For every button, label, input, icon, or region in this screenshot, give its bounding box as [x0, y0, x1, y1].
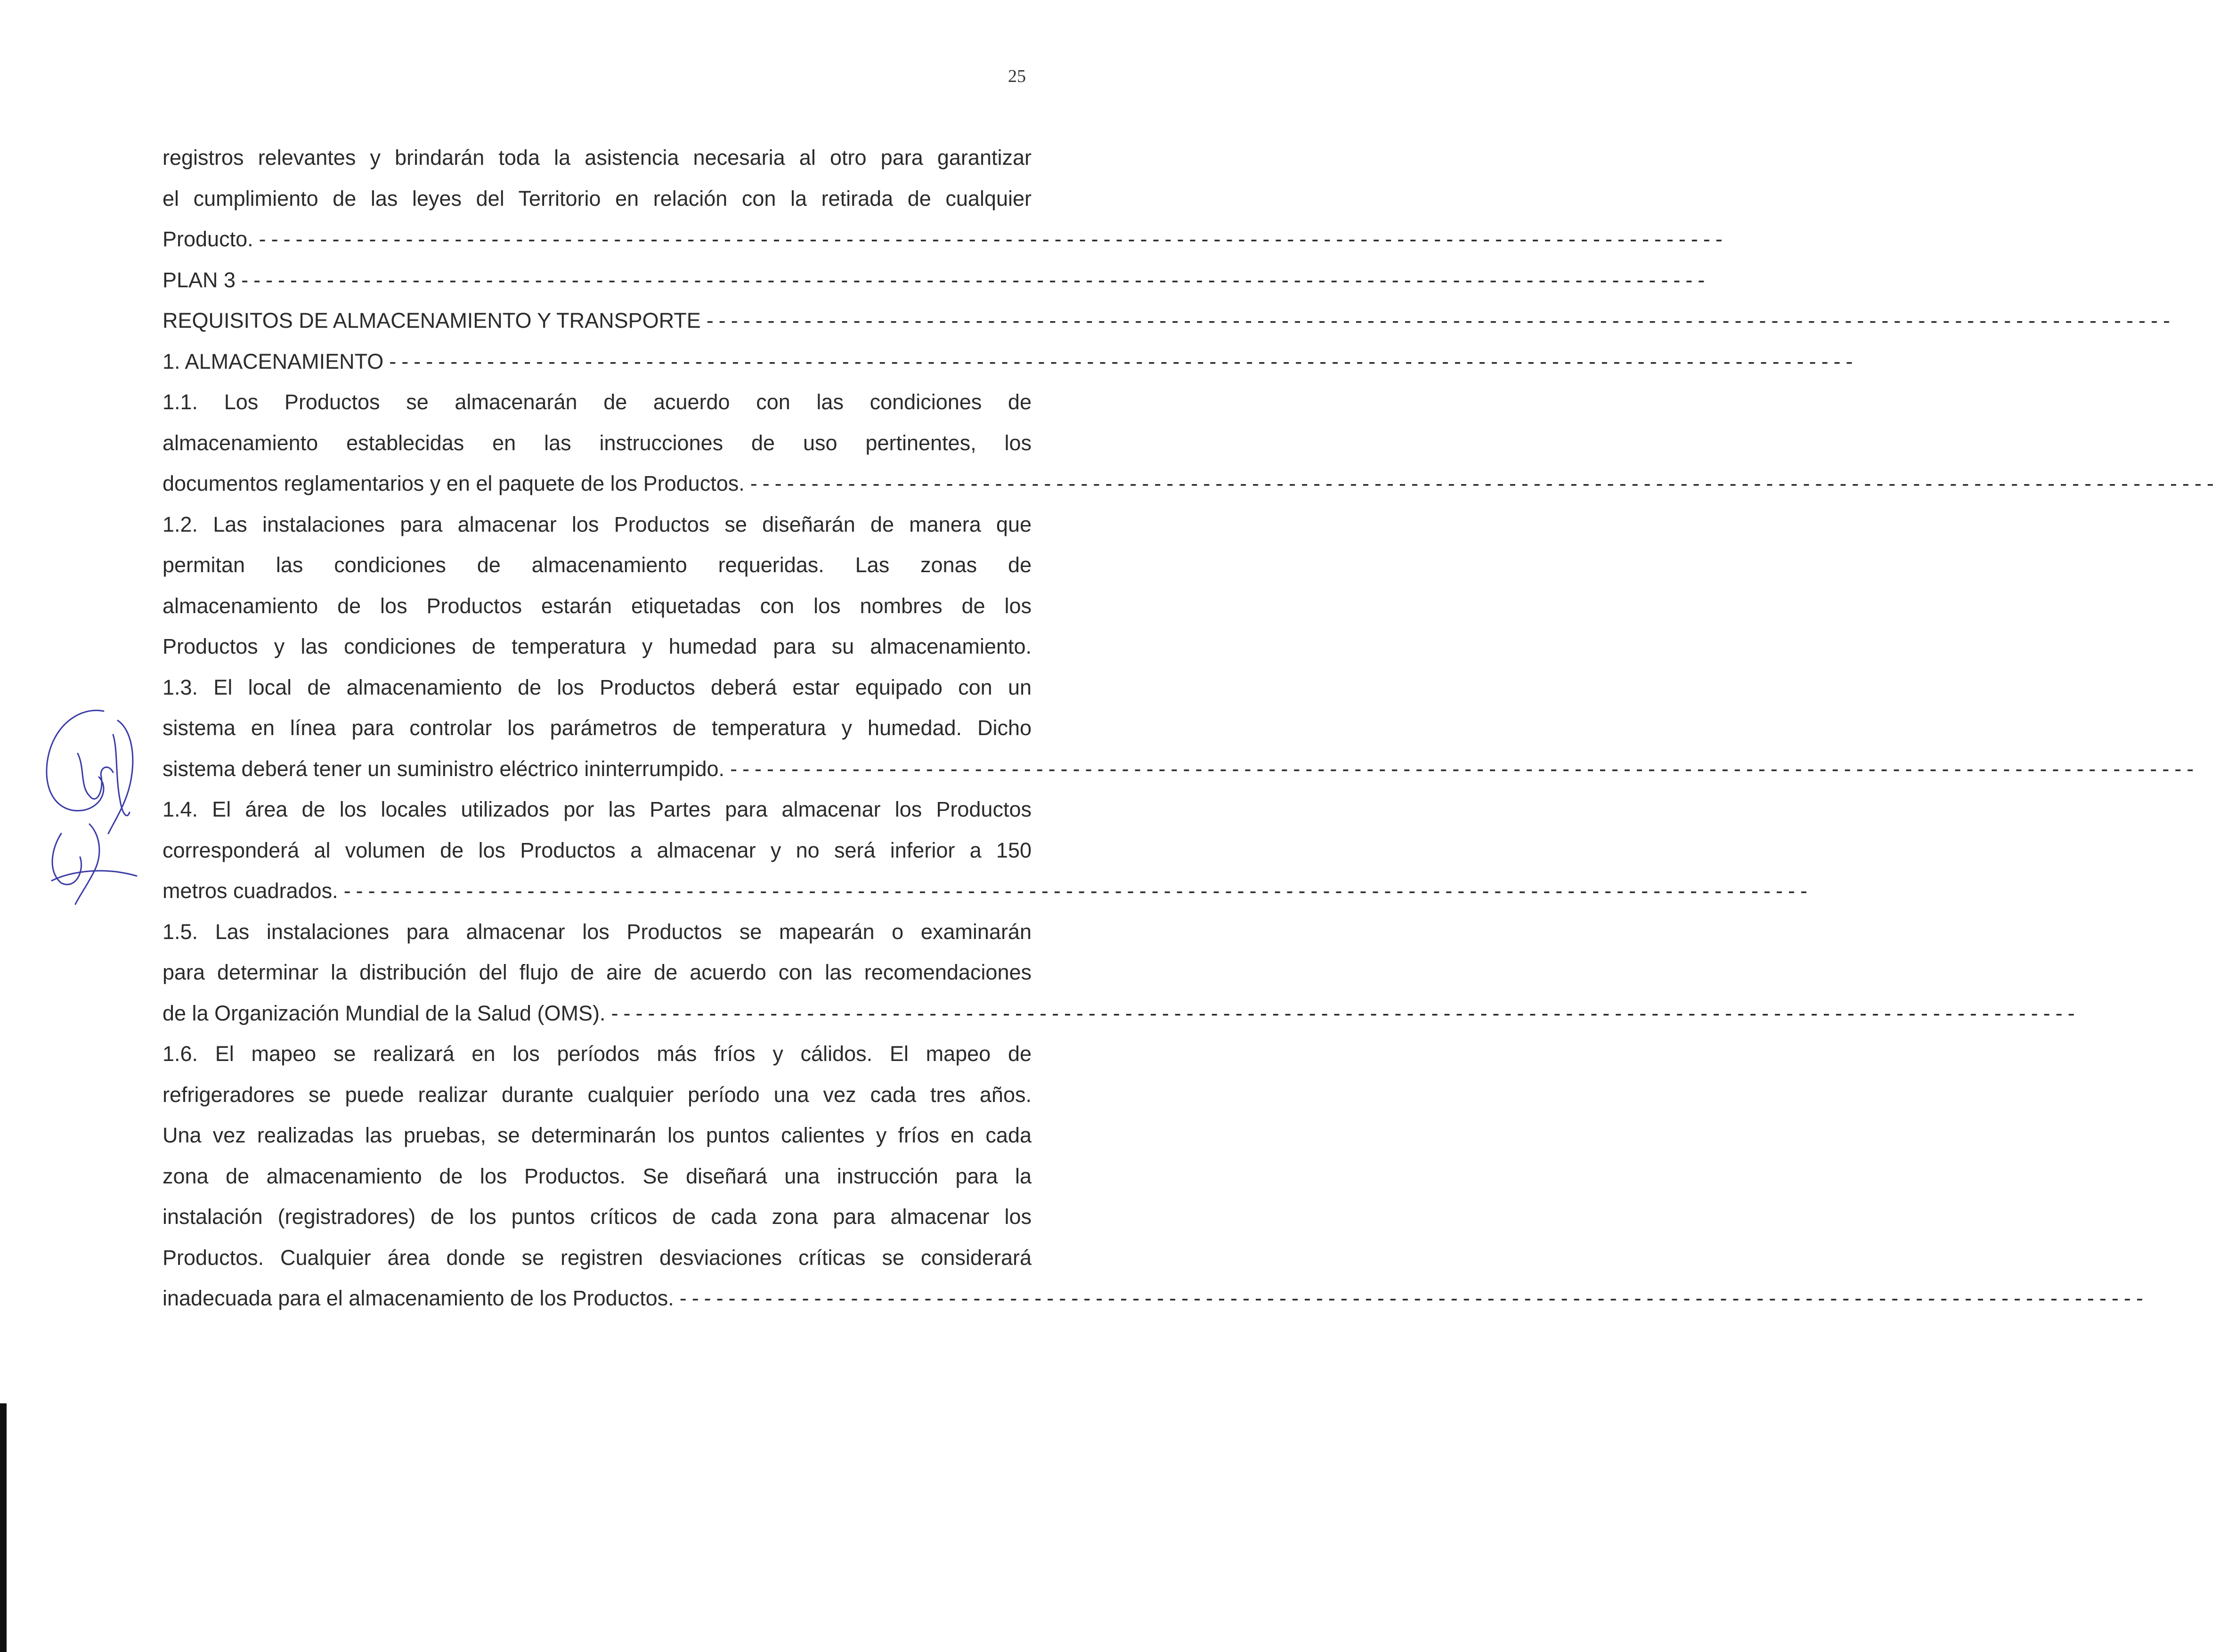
line-text: documentos reglamentarios y en el paquete de los Productos. — [163, 471, 745, 495]
dash-filler: ------------------------------------------------------------------------------------------------------------------------ — [259, 227, 1728, 251]
line-text: 1. ALMACENAMIENTO — [163, 349, 384, 373]
dash-filler: ------------------------------------------------------------------------------------------------------------------------ — [706, 308, 2176, 332]
text-line — [163, 871, 1813, 912]
text-line: 1.3. El local de almacenamiento de los Productos deberá estar equipado con un — [163, 675, 1032, 699]
line-text: sistema deberá tener un suministro eléctrico ininterrumpido. — [163, 756, 725, 781]
text-line — [163, 463, 2219, 504]
text-line: sistema en línea para controlar los parámetros de temperatura y humedad. Dicho — [163, 716, 1032, 740]
text-line: 1.5. Las instalaciones para almacenar los Productos se mapearán o examinarán — [163, 919, 1032, 944]
dash-filler: ------------------------------------------------------------------------------------------------------------------------ — [241, 267, 1710, 292]
scan-edge-bar — [0, 1403, 7, 1652]
text-line: instalación (registradores) de los puntos críticos de cada zona para almacenar los — [163, 1205, 1032, 1229]
text-line: corresponderá al volumen de los Productos a almacenar y no será inferior a 150 — [163, 838, 1032, 862]
text-line: 1.4. El área de los locales utilizados por las Partes para almacenar los Productos — [163, 797, 1032, 821]
text-line: Productos. Cualquier área donde se registren desviaciones críticas se considerará — [163, 1245, 1032, 1270]
text-line: zona de almacenamiento de los Productos. Se diseñará una instrucción para la — [163, 1164, 1032, 1188]
line-text: metros cuadrados. — [163, 879, 338, 903]
dash-filler: ------------------------------------------------------------------------------------------------------------------------ — [730, 756, 2199, 781]
dash-filler: ------------------------------------------------------------------------------------------------------------------------ — [389, 349, 1858, 373]
text-line: 1.2. Las instalaciones para almacenar los Productos se diseñarán de manera que — [163, 512, 1032, 536]
text-line — [163, 1278, 2148, 1319]
text-line: 1.1. Los Productos se almacenarán de acuerdo con las condiciones de — [163, 390, 1032, 414]
text-line — [163, 300, 2176, 341]
text-line: refrigeradores se puede realizar durante cualquier período una vez cada tres años. — [163, 1082, 1032, 1107]
dash-filler: ------------------------------------------------------------------------------------------------------------------------ — [611, 1001, 2080, 1025]
line-text: PLAN 3 — [163, 267, 236, 292]
handwritten-signature — [33, 692, 146, 909]
text-line — [163, 993, 2080, 1034]
line-text: REQUISITOS DE ALMACENAMIENTO Y TRANSPORTE — [163, 308, 701, 332]
text-line: Una vez realizadas las pruebas, se determinarán los puntos calientes y fríos en cada — [163, 1123, 1032, 1147]
text-line — [163, 260, 1710, 301]
text-line — [163, 341, 1858, 382]
text-line: almacenamiento de los Productos estarán etiquetadas con los nombres de los — [163, 593, 1032, 618]
dash-filler: ------------------------------------------------------------------------------------------------------------------------ — [750, 471, 2219, 495]
page-number: 25 — [1008, 66, 1026, 86]
text-line: permitan las condiciones de almacenamiento requeridas. Las zonas de — [163, 553, 1032, 577]
text-line: almacenamiento establecidas en las instrucciones de uso pertinentes, los — [163, 430, 1032, 455]
text-line: 1.6. El mapeo se realizará en los períodos más fríos y cálidos. El mapeo de — [163, 1042, 1032, 1066]
text-line: para determinar la distribución del flujo de aire de acuerdo con las recomendaciones — [163, 960, 1032, 984]
line-text: inadecuada para el almacenamiento de los Productos. — [163, 1286, 674, 1310]
line-text: de la Organización Mundial de la Salud (OMS). — [163, 1001, 606, 1025]
text-line — [163, 749, 2199, 790]
text-line: el cumplimiento de las leyes del Territorio en relación con la retirada de cualquier — [163, 186, 1032, 211]
document-body — [163, 138, 2219, 1319]
text-line: registros relevantes y brindarán toda la asistencia necesaria al otro para garantizar — [163, 146, 1032, 170]
text-line: Productos y las condiciones de temperatura y humedad para su almacenamiento. — [163, 634, 1032, 658]
text-line — [163, 219, 1728, 260]
dash-filler: ------------------------------------------------------------------------------------------------------------------------ — [343, 879, 1813, 903]
line-text: Producto. — [163, 227, 253, 251]
dash-filler: ------------------------------------------------------------------------------------------------------------------------ — [679, 1286, 2148, 1310]
